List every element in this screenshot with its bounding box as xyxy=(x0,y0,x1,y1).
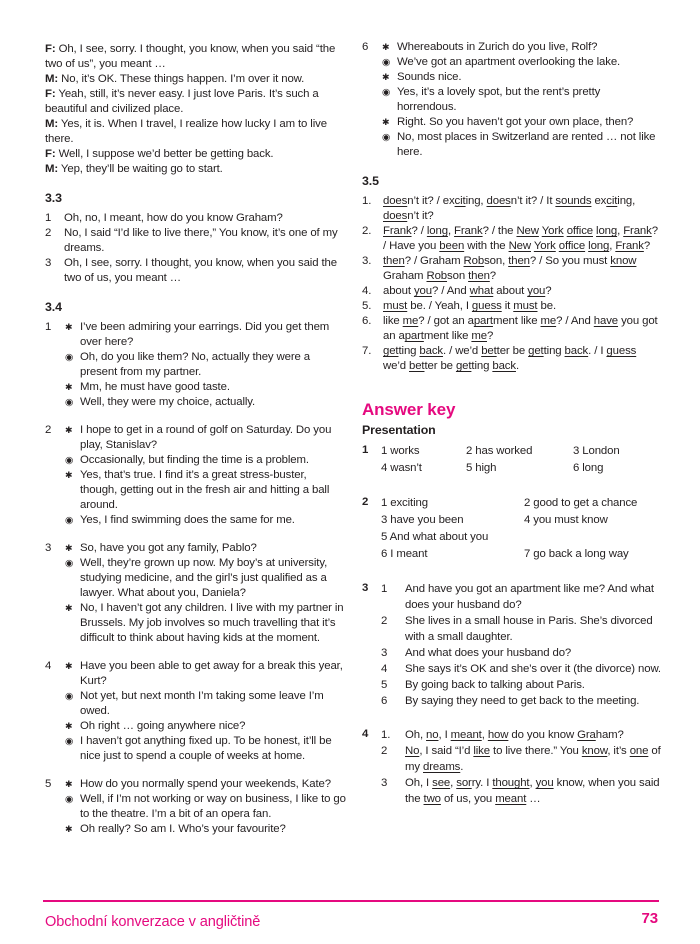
stressed-syllable: guess xyxy=(606,345,637,357)
dialogue-turn xyxy=(65,601,346,646)
answer-cell: 1 exciting xyxy=(381,497,428,509)
speaker-a-star-icon: ✱ xyxy=(65,603,73,613)
dialogue-line: F: Yeah, still, it’s never easy. I just love Paris. It’s such a beautiful and civilized place. xyxy=(45,88,319,115)
speaker-label: F: xyxy=(45,43,56,55)
item-text: She says it’s OK and she’s over it (the divorce) now. xyxy=(405,663,661,675)
answer-cell: 4 you must know xyxy=(524,514,608,526)
dialogue-turn xyxy=(65,659,346,689)
dialogue-turns xyxy=(65,777,346,837)
item-text: And have you got an apartment like me? And what does your husband do? xyxy=(405,583,654,611)
speaker-b-circle-icon: ◉ xyxy=(65,352,74,363)
turn-text: Sounds nice. xyxy=(397,71,462,83)
speaker-b-circle-icon: ◉ xyxy=(382,57,391,68)
item-text: getting back. / we’d better be getting back. / I guess we’d better be getting back. xyxy=(383,345,637,372)
item-number: 6 xyxy=(381,695,388,707)
answer-cell: 1 works xyxy=(381,445,420,457)
stressed-syllable: part xyxy=(473,315,493,327)
speaker-label: M: xyxy=(45,73,59,85)
dialogue-line: F: Oh, I see, sorry. I thought, you know, when you said “the two of us”, you meant … xyxy=(45,43,336,70)
dialogue-item xyxy=(362,40,662,160)
speaker-label: F: xyxy=(45,148,56,160)
item-text: By saying they need to get back to the meeting. xyxy=(405,695,640,707)
answer-cell: 6 long xyxy=(573,462,604,474)
exercise-number: 1 xyxy=(362,444,369,456)
item-text: Oh, no, I meant, how do you know Graham? xyxy=(405,729,624,741)
turn-text: Well, if I’m not working or way on business, I like to go to the theatre. I’m a bit of an opera fan. xyxy=(80,793,346,820)
stressed-syllable: No xyxy=(405,745,420,757)
turn-text: Yes, I find swimming does the same for me. xyxy=(80,514,295,526)
stressed-syllable: York xyxy=(541,225,564,237)
stressed-syllable: dreams xyxy=(423,761,461,773)
answer-cell: 5 And what about you xyxy=(381,531,489,543)
stressed-syllable: must xyxy=(513,300,538,312)
dialogue-turn xyxy=(65,777,346,792)
speaker-b-circle-icon: ◉ xyxy=(65,691,74,702)
stressed-syllable: Frank xyxy=(623,225,652,237)
dialogue-turns xyxy=(65,320,346,410)
speaker-b-circle-icon: ◉ xyxy=(65,397,74,408)
stressed-syllable: back xyxy=(564,345,589,357)
dialogue-turn xyxy=(65,350,346,380)
stressed-syllable: then xyxy=(508,255,530,267)
turn-text: Oh right … going anywhere nice? xyxy=(80,720,246,732)
answer-grid xyxy=(381,495,662,563)
stressed-syllable: have xyxy=(593,315,619,327)
answer-cell: 6 I meant xyxy=(381,548,428,560)
item-number: 1. xyxy=(362,195,372,207)
answer-cell: 2 has worked xyxy=(466,445,533,457)
dialogue-item xyxy=(45,659,346,764)
stressed-syllable: York xyxy=(533,240,556,252)
dialogue-item xyxy=(45,777,346,837)
turn-text: I’ve been admiring your earrings. Did you get them over here? xyxy=(80,321,330,348)
answer-item xyxy=(381,693,662,709)
stressed-syllable: Frank xyxy=(615,240,644,252)
stressed-syllable: one xyxy=(629,745,649,757)
dialogue-turn xyxy=(65,689,346,719)
dialogue-turn xyxy=(65,734,346,764)
turn-text: How do you normally spend your weekends, Kate? xyxy=(80,778,331,790)
exercise-number: 2 xyxy=(362,496,369,508)
stressed-syllable: meant xyxy=(450,729,482,741)
stressed-syllable: Gra xyxy=(577,729,596,741)
stressed-syllable: like xyxy=(473,745,490,757)
turn-text: Yes, it’s a lovely spot, but the rent’s pretty horrendous. xyxy=(397,86,601,113)
speaker-a-star-icon: ✱ xyxy=(65,721,73,731)
stressed-syllable: cit xyxy=(454,195,466,207)
speaker-a-star-icon: ✱ xyxy=(65,470,73,480)
stressed-syllable: does xyxy=(383,210,408,222)
answer-cell: 3 London xyxy=(573,445,620,457)
stressed-syllable: part xyxy=(404,330,424,342)
speaker-label: F: xyxy=(45,88,56,100)
dialogue-number: 5 xyxy=(45,778,52,790)
stressed-syllable: see xyxy=(432,777,451,789)
section-3-4-heading: 3.4 xyxy=(45,300,62,314)
answer-item xyxy=(381,743,662,775)
turn-text: Occasionally, but finding the time is a problem. xyxy=(80,454,309,466)
stress-item xyxy=(362,224,662,254)
numbered-item xyxy=(45,226,346,256)
item-text: No, I said “I’d like to live there.” You know, it’s one of my dreams. xyxy=(405,745,661,773)
section-3-5-heading: 3.5 xyxy=(362,174,379,188)
answer-cell: 3 have you been xyxy=(381,514,464,526)
turn-text: No, most places in Switzerland are rented … not like here. xyxy=(397,131,656,158)
stressed-syllable: no xyxy=(426,729,439,741)
turn-text: Whereabouts in Zurich do you live, Rolf? xyxy=(397,41,598,53)
dialogue-turn xyxy=(65,320,346,350)
turn-text: Oh really? So am I. Who’s your favourite? xyxy=(80,823,286,835)
item-text: Oh, I see, sorry. I thought, you know, when you said the two of us, you meant … xyxy=(64,257,337,284)
answer-key-exercise-4 xyxy=(362,727,662,807)
dialogue-item xyxy=(45,423,346,528)
dialogue-line: M: Yes, it is. When I travel, I realize how lucky I am to live there. xyxy=(45,118,327,145)
answer-item xyxy=(381,645,662,661)
dialogue-turn xyxy=(382,55,662,70)
answer-item xyxy=(381,677,662,693)
item-number: 4 xyxy=(381,663,388,675)
stressed-syllable: does xyxy=(383,195,408,207)
stressed-syllable: meant xyxy=(495,793,527,805)
dialogue-turns xyxy=(65,423,346,528)
item-text: And what does your husband do? xyxy=(405,647,572,659)
stressed-syllable: Frank xyxy=(454,225,483,237)
stress-item xyxy=(362,344,662,374)
speaker-b-circle-icon: ◉ xyxy=(382,87,391,98)
stressed-syllable: then xyxy=(383,255,405,267)
dialogue-item xyxy=(45,541,346,646)
dialogue-number: 2 xyxy=(45,424,52,436)
dialogue-line: M: No, it’s OK. These things happen. I’m over it now. xyxy=(45,73,305,85)
answer-item xyxy=(381,661,662,677)
speaker-a-star-icon: ✱ xyxy=(65,543,73,553)
numbered-item xyxy=(45,211,346,226)
section-3-3-list xyxy=(45,211,346,286)
stressed-syllable: know xyxy=(610,255,637,267)
dialogue-line: F: Well, I suppose we’d better be getting back. xyxy=(45,148,274,160)
answer-cell: 7 go back a long way xyxy=(524,548,629,560)
stressed-syllable: cit xyxy=(606,195,618,207)
stressed-syllable: how xyxy=(487,729,509,741)
dialogue-turn xyxy=(65,822,346,837)
turn-text: Mm, he must have good taste. xyxy=(80,381,230,393)
stressed-syllable: long xyxy=(588,240,610,252)
dialogue-turn xyxy=(382,115,662,130)
stressed-syllable: New xyxy=(516,225,539,237)
item-number: 3 xyxy=(45,257,52,269)
dialogue-turn xyxy=(65,513,346,528)
dialogue-number: 6 xyxy=(362,41,369,53)
dialogue-item xyxy=(45,320,346,410)
turn-text: Well, they’re grown up now. My boy’s at university, studying medicine, and the girl’s just qualified as a lawyer. What about you, Daniela? xyxy=(80,557,328,599)
answer-cell: 5 high xyxy=(466,462,497,474)
item-text: By going back to talking about Paris. xyxy=(405,679,585,691)
item-number: 3 xyxy=(381,647,388,659)
stressed-syllable: bet xyxy=(481,345,497,357)
speaker-b-circle-icon: ◉ xyxy=(65,515,74,526)
stress-item xyxy=(362,254,662,284)
exercise-number: 3 xyxy=(362,582,369,594)
dialogue-script-fm xyxy=(45,42,346,177)
speaker-a-star-icon: ✱ xyxy=(382,42,390,52)
answer-list xyxy=(381,727,662,807)
speaker-a-star-icon: ✱ xyxy=(65,779,73,789)
stress-item xyxy=(362,299,662,314)
answer-item xyxy=(381,581,662,613)
speaker-b-circle-icon: ◉ xyxy=(65,558,74,569)
speaker-b-circle-icon: ◉ xyxy=(65,455,74,466)
item-number: 1 xyxy=(381,583,388,595)
answer-key-exercise-3 xyxy=(362,581,662,709)
section-3-4-dialogue-6 xyxy=(362,40,662,160)
turn-text: I haven’t got anything fixed up. To be honest, it’ll be nice just to spend a couple of weeks at home. xyxy=(80,735,332,762)
dialogue-turn xyxy=(65,719,346,734)
stressed-syllable: long xyxy=(596,225,618,237)
stressed-syllable: Rob xyxy=(463,255,485,267)
dialogue-turn xyxy=(382,85,662,115)
stressed-syllable: get xyxy=(528,345,544,357)
item-number: 5. xyxy=(362,300,372,312)
section-3-5-list xyxy=(362,194,662,374)
item-text: like me? / got an apartment like me? / And have you got an apartment like me? xyxy=(383,315,658,342)
item-number: 6. xyxy=(362,315,372,327)
answer-key-exercise-1 xyxy=(362,443,662,477)
stressed-syllable: back xyxy=(419,345,444,357)
stressed-syllable: then xyxy=(468,270,490,282)
stressed-syllable: office xyxy=(566,225,593,237)
item-text: about you? / And what about you? xyxy=(383,285,552,297)
turn-text: Yes, that’s true. I find it’s a great stress-buster, though, getting out in the fresh air and hitting a ball around. xyxy=(80,469,330,511)
item-number: 2. xyxy=(362,225,372,237)
left-column xyxy=(45,42,346,850)
item-number: 2 xyxy=(381,745,388,757)
item-text: then? / Graham Robson, then? / So you must know Graham Robson then? xyxy=(383,255,637,282)
stressed-syllable: know xyxy=(581,745,608,757)
item-number: 3. xyxy=(362,255,372,267)
stressed-syllable: long xyxy=(426,225,448,237)
speaker-a-star-icon: ✱ xyxy=(65,824,73,834)
stress-item xyxy=(362,284,662,299)
dialogue-turn xyxy=(65,423,346,453)
dialogue-turn xyxy=(65,380,346,395)
turn-text: Have you been able to get away for a break this year, Kurt? xyxy=(80,660,343,687)
footer-book-title: Obchodní konverzace v angličtině xyxy=(45,914,261,930)
stressed-syllable: get xyxy=(383,345,399,357)
section-3-3-heading: 3.3 xyxy=(45,191,62,205)
dialogue-turns xyxy=(65,541,346,646)
stressed-syllable: New xyxy=(508,240,531,252)
stressed-syllable: thought xyxy=(492,777,530,789)
right-column xyxy=(362,40,662,825)
speaker-b-circle-icon: ◉ xyxy=(65,736,74,747)
dialogue-turn xyxy=(382,40,662,55)
turn-text: Oh, do you like them? No, actually they were a present from my partner. xyxy=(80,351,311,378)
stressed-syllable: you xyxy=(527,285,546,297)
dialogue-turn xyxy=(65,556,346,601)
item-number: 5 xyxy=(381,679,388,691)
dialogue-turns xyxy=(382,40,662,160)
speaker-label: M: xyxy=(45,118,59,130)
answer-cell: 2 good to get a chance xyxy=(524,497,638,509)
stressed-syllable: been xyxy=(439,240,465,252)
turn-text: I hope to get in a round of golf on Saturday. Do you play, Stanislav? xyxy=(80,424,332,451)
dialogue-turn xyxy=(65,792,346,822)
item-text: She lives in a small house in Paris. She’s divorced with a small daughter. xyxy=(405,615,653,643)
section-3-4-dialogues xyxy=(45,320,346,837)
dialogue-turn xyxy=(65,541,346,556)
item-text: Oh, no, I meant, how do you know Graham? xyxy=(64,212,283,224)
answer-item xyxy=(381,613,662,645)
speaker-a-star-icon: ✱ xyxy=(65,661,73,671)
speaker-b-circle-icon: ◉ xyxy=(65,794,74,805)
speaker-a-star-icon: ✱ xyxy=(382,117,390,127)
dialogue-turns xyxy=(65,659,346,764)
exercise-number: 4 xyxy=(362,728,369,740)
dialogue-number: 1 xyxy=(45,321,52,333)
item-number: 2 xyxy=(381,615,388,627)
stressed-syllable: sounds xyxy=(555,195,592,207)
stressed-syllable: guess xyxy=(471,300,502,312)
turn-text: Not yet, but next month I’m taking some leave I’m owed. xyxy=(80,690,324,717)
footer-rule xyxy=(43,900,659,902)
stressed-syllable: office xyxy=(558,240,586,252)
dialogue-number: 4 xyxy=(45,660,52,672)
stress-item xyxy=(362,314,662,344)
turn-text: No, I haven’t got any children. I live with my partner in Brussels. My job involves so much travelling that it’s difficult to think about having kids at the moment. xyxy=(80,602,344,644)
presentation-subheading: Presentation xyxy=(362,423,436,437)
answer-list xyxy=(381,581,662,709)
item-number: 7. xyxy=(362,345,372,357)
stressed-syllable: get xyxy=(455,360,472,372)
numbered-item xyxy=(45,256,346,286)
speaker-a-star-icon: ✱ xyxy=(65,382,73,392)
answer-key-heading: Answer key xyxy=(362,400,456,419)
stressed-syllable: Frank xyxy=(383,225,412,237)
answer-item xyxy=(381,775,662,807)
stress-item xyxy=(362,194,662,224)
dialogue-turn xyxy=(382,130,662,160)
turn-text: We’ve got an apartment overlooking the lake. xyxy=(397,56,621,68)
turn-text: Well, they were my choice, actually. xyxy=(80,396,256,408)
item-number: 1 xyxy=(45,212,52,224)
item-number: 3 xyxy=(381,777,388,789)
item-text: must be. / Yeah, I guess it must be. xyxy=(383,300,557,312)
dialogue-turn xyxy=(65,395,346,410)
dialogue-turn xyxy=(65,468,346,513)
answer-cell xyxy=(524,529,662,546)
dialogue-line: M: Yep, they’ll be waiting go to start. xyxy=(45,163,223,175)
dialogue-number: 3 xyxy=(45,542,52,554)
stressed-syllable: Rob xyxy=(426,270,448,282)
stressed-syllable: me xyxy=(402,315,419,327)
stressed-syllable: must xyxy=(383,300,408,312)
item-number: 2 xyxy=(45,227,52,239)
stressed-syllable: does xyxy=(486,195,511,207)
turn-text: Right. So you haven’t got your own place, then? xyxy=(397,116,634,128)
page-number: 73 xyxy=(641,910,658,927)
stressed-syllable: me xyxy=(471,330,487,342)
dialogue-turn xyxy=(65,453,346,468)
speaker-a-star-icon: ✱ xyxy=(382,72,390,82)
stressed-syllable: you xyxy=(535,777,554,789)
stressed-syllable: me xyxy=(540,315,557,327)
stressed-syllable: what xyxy=(469,285,494,297)
dialogue-turn xyxy=(382,70,662,85)
stressed-syllable: bet xyxy=(409,360,425,372)
answer-item xyxy=(381,727,662,743)
item-text: No, I said “I’d like to live there,” You know, it’s one of my dreams. xyxy=(64,227,338,254)
speaker-b-circle-icon: ◉ xyxy=(382,132,391,143)
item-text: Frank? / long, Frank? / the New York office long, Frank? / Have you been with the New York office long, Frank? xyxy=(383,225,658,252)
answer-grid xyxy=(381,443,662,477)
answer-key-exercise-2 xyxy=(362,495,662,563)
item-number: 1. xyxy=(381,729,391,741)
stressed-syllable: you xyxy=(413,285,432,297)
answer-cell: 4 wasn’t xyxy=(381,462,422,474)
speaker-label: M: xyxy=(45,163,59,175)
item-text: doesn’t it? / exciting, doesn’t it? / It sounds exciting, doesn’t it? xyxy=(383,195,636,222)
item-text: Oh, I see, sorry. I thought, you know, when you said the two of us, you meant … xyxy=(405,777,660,805)
stressed-syllable: back xyxy=(492,360,516,372)
stressed-syllable: two xyxy=(423,793,441,805)
speaker-a-star-icon: ✱ xyxy=(65,425,73,435)
stressed-syllable: sor xyxy=(456,777,472,789)
item-number: 4. xyxy=(362,285,372,297)
speaker-a-star-icon: ✱ xyxy=(65,322,73,332)
turn-text: So, have you got any family, Pablo? xyxy=(80,542,257,554)
